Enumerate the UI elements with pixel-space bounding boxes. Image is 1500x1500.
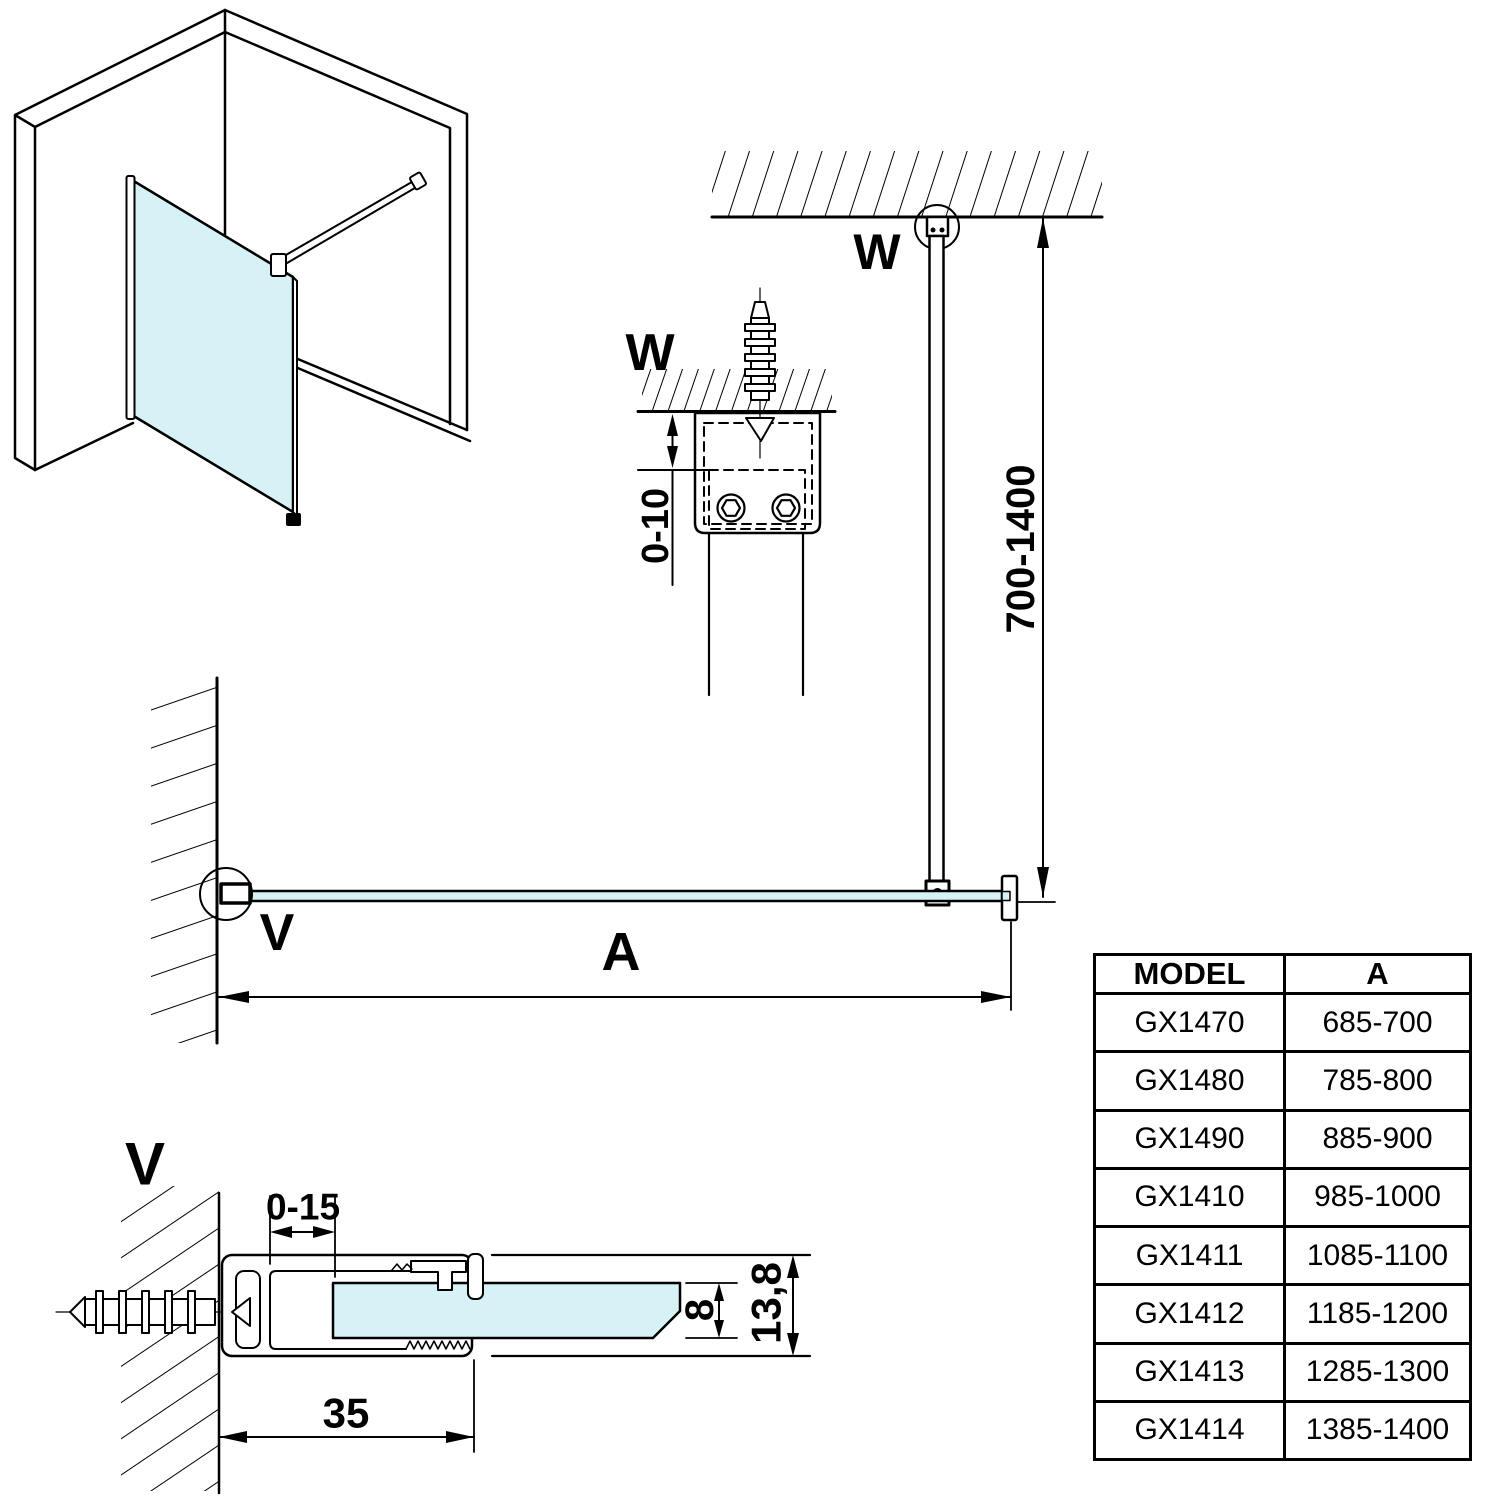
range-cell: 1185-1200	[1285, 1285, 1471, 1343]
glass-panel-iso	[132, 180, 293, 512]
detail-v-wall-hatch	[121, 1186, 219, 1491]
callout-v-detail-label: V	[124, 1130, 166, 1198]
ceiling-bracket	[927, 217, 948, 236]
range-cell: 1285-1300	[1285, 1343, 1471, 1401]
a-column-header: A	[1285, 955, 1471, 994]
isometric-view	[15, 10, 470, 526]
model-cell: GX1412	[1095, 1285, 1285, 1343]
bracket-screw-dot	[940, 228, 945, 233]
model-cell: GX1411	[1095, 1227, 1285, 1285]
dim-label-profile-height: 13,8	[742, 1262, 790, 1344]
left-wall-hatch	[151, 683, 217, 1043]
model-cell: GX1414	[1095, 1401, 1285, 1459]
ceiling-hatch	[712, 151, 1102, 217]
table-row	[1095, 994, 1471, 1052]
model-cell: GX1480	[1095, 1052, 1285, 1110]
table-row	[1095, 1227, 1471, 1285]
table-row	[1095, 1343, 1471, 1401]
range-cell: 685-700	[1285, 994, 1471, 1052]
table-row	[1095, 1285, 1471, 1343]
dim-label-a: A	[601, 922, 641, 982]
model-column-header: MODEL	[1095, 955, 1285, 994]
range-cell: 785-800	[1285, 1052, 1471, 1110]
glass-edge-face	[293, 277, 297, 516]
callout-w-elevation-label: W	[853, 224, 901, 280]
end-bracket-glass-stub	[1002, 892, 1010, 901]
range-cell: 985-1000	[1285, 1168, 1471, 1226]
dimension-a	[219, 991, 1011, 1003]
dim-label-height-range: 700-1400	[999, 464, 1043, 634]
table-header-row	[1095, 955, 1471, 994]
model-cell: GX1413	[1095, 1343, 1285, 1401]
wall-profile-elevation	[221, 884, 250, 903]
table-row	[1095, 1110, 1471, 1168]
table-row	[1095, 1052, 1471, 1110]
table-row	[1095, 1401, 1471, 1459]
range-cell: 1385-1400	[1285, 1401, 1471, 1459]
model-table	[1093, 953, 1472, 1461]
glass-strip-elevation	[250, 891, 1007, 901]
detail-v	[56, 1186, 810, 1493]
bar-glass-connector	[271, 254, 286, 276]
dim-label-top-adjustment: 0-10	[635, 487, 677, 565]
dim-label-profile-depth: 35	[322, 1389, 370, 1437]
model-cell: GX1490	[1095, 1110, 1285, 1168]
clamp-pin	[468, 1254, 483, 1299]
glass-foot-iso	[286, 513, 301, 526]
model-cell: GX1410	[1095, 1168, 1285, 1226]
range-cell: 885-900	[1285, 1110, 1471, 1168]
support-bar-elevation	[930, 236, 944, 881]
glass-section	[333, 1283, 680, 1338]
callout-w-detail-label: W	[625, 324, 675, 382]
dim-label-glass-thickness: 8	[678, 1298, 722, 1322]
support-bar-iso	[279, 179, 420, 266]
wall-profile-iso	[127, 176, 135, 419]
model-cell: GX1470	[1095, 994, 1285, 1052]
dim-label-wall-adjustment: 0-15	[265, 1186, 341, 1228]
bracket-screw-dot	[931, 228, 936, 233]
callout-v-elevation-label: V	[259, 904, 295, 962]
table-row	[1095, 1168, 1471, 1226]
range-cell: 1085-1100	[1285, 1227, 1471, 1285]
